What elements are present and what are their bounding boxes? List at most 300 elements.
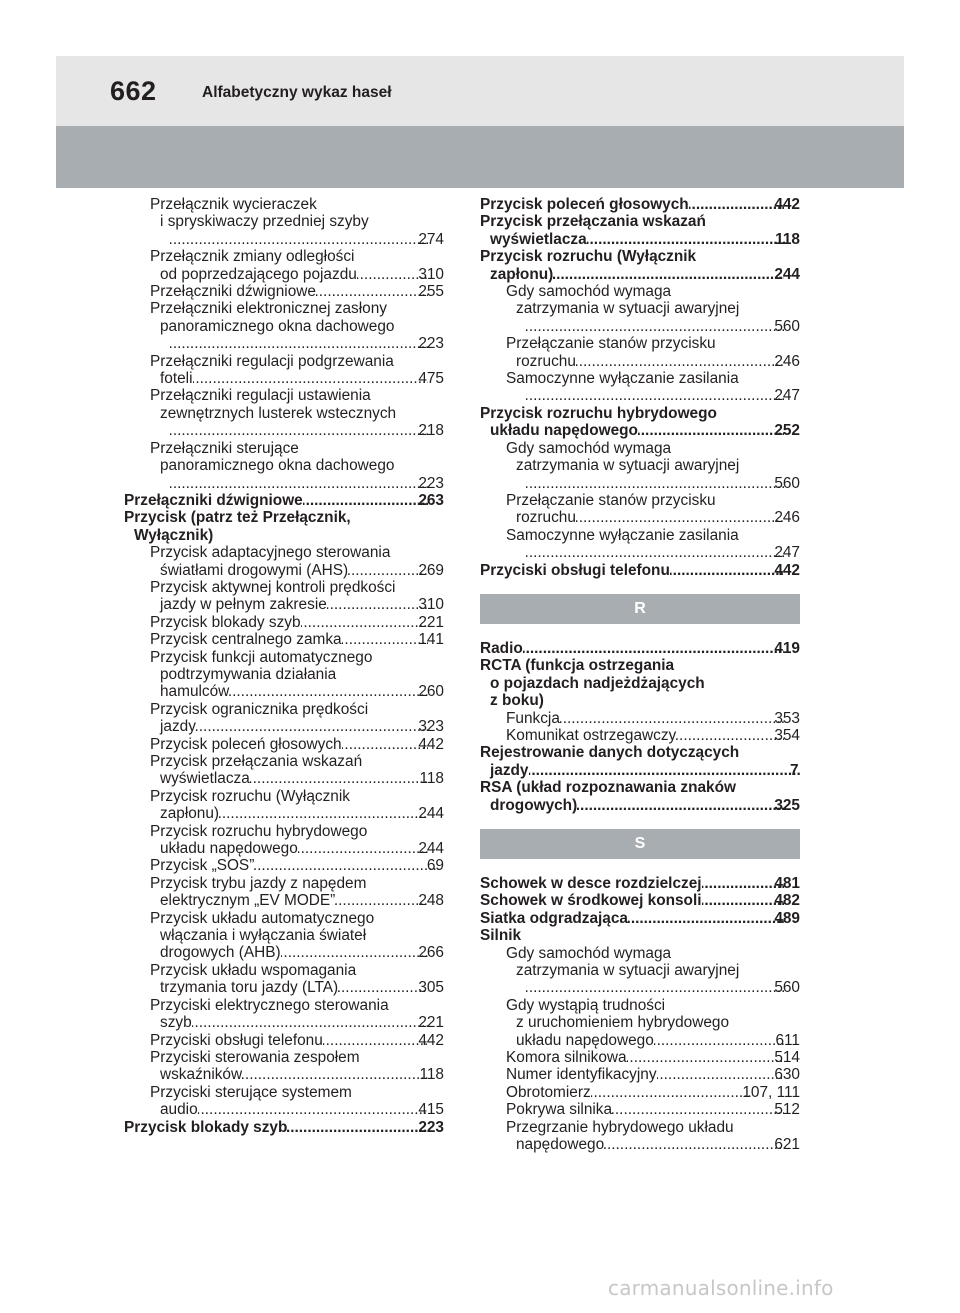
index-entry-text: rozruchu: [516, 509, 576, 527]
index-entry-text: zewnętrznych lusterek wstecznych: [160, 404, 397, 422]
index-entry-text: zatrzymania w sytuacji awaryjnej: [516, 300, 740, 318]
dot-leader: [338, 979, 428, 996]
dot-leader: [250, 770, 430, 787]
index-entry-text: jazdy: [490, 761, 529, 779]
section-letter-r: R: [480, 594, 800, 624]
page-reference-row: [160, 1014, 444, 1032]
index-entry-text: wskaźników: [160, 1066, 243, 1084]
page-reference-row: [170, 475, 444, 492]
dot-leader: [612, 1101, 784, 1118]
page-number-ref: 244: [418, 840, 444, 858]
dot-leader: [170, 231, 428, 248]
index-entry-text: Przyciski sterujące systemem: [150, 1083, 352, 1101]
page-number-ref: 244: [418, 805, 444, 823]
index-entry: [124, 300, 444, 352]
index-entry: [480, 405, 800, 440]
index-entry: [124, 962, 444, 997]
page-number-ref: 475: [418, 370, 444, 388]
page-reference-row: [506, 1101, 800, 1119]
page-reference-row: [526, 318, 800, 335]
index-entry-text: RSA (układ rozpoznawania znaków: [480, 779, 736, 797]
index-entry-text: Przełącznik zmiany odległości: [150, 248, 355, 266]
dot-leader: [170, 422, 428, 439]
page-number-ref: 118: [775, 230, 800, 248]
page-reference-row: [526, 544, 800, 561]
page-reference-row: [506, 726, 800, 744]
dot-leader: [576, 509, 784, 526]
index-entry: [480, 248, 800, 283]
index-entry: [480, 492, 800, 527]
index-entry-text: Samoczynne wyłączanie zasilania: [506, 370, 739, 388]
dot-leader: [526, 318, 784, 335]
index-entry-text: Przyciski sterowania zespołem: [150, 1048, 360, 1066]
index-entry: [480, 1119, 800, 1154]
page-reference-row: [150, 1031, 444, 1049]
page-number-ref: 223: [418, 474, 444, 492]
index-entry: [124, 509, 444, 544]
page-reference-row: [170, 231, 444, 248]
page-number-ref: 118: [419, 1066, 444, 1084]
index-entry: [480, 945, 800, 997]
page-reference-row: [490, 422, 800, 440]
index-entry-text: Przycisk adaptacyjnego sterowania: [150, 544, 391, 562]
page-number-ref: 415: [418, 1101, 444, 1119]
index-entry-text: Przyciski obsługi telefonu: [480, 561, 670, 579]
page-number-ref: 107, 111: [742, 1083, 800, 1101]
index-entry-text: Przycisk (patrz też Przełącznik,: [124, 509, 351, 527]
index-entry-text: panoramicznego okna dachowego: [160, 317, 395, 335]
index-entry-text: Przycisk poleceń głosowych: [480, 196, 689, 213]
page-number-ref: 247: [774, 544, 800, 562]
page-reference-row: [150, 283, 444, 301]
page-number-ref: 221: [418, 1014, 444, 1032]
dot-leader: [170, 475, 428, 492]
page-reference-row: [160, 370, 444, 388]
index-entry-text: Funkcja: [506, 709, 560, 727]
index-entry: [124, 631, 444, 648]
index-entry-text: Przełącznik wycieraczek: [150, 196, 317, 213]
index-entry: [480, 1066, 800, 1083]
index-entry-text: elektrycznym „EV MODE”: [160, 892, 336, 910]
page-reference-row: [160, 1066, 444, 1084]
page-number-ref: 141: [418, 631, 444, 649]
page-reference-row: [124, 491, 444, 509]
dot-leader: [254, 857, 437, 874]
index-entry-text: Przycisk układu automatycznego: [150, 909, 375, 927]
index-entry-text: rozruchu: [516, 352, 576, 370]
index-entry-text: Pokrywa silnika: [506, 1101, 613, 1119]
index-entry: [480, 997, 800, 1049]
index-group-r: [480, 640, 800, 814]
dot-leader: [638, 422, 784, 439]
index-entry: [480, 710, 800, 727]
index-entry: [480, 196, 800, 213]
page-reference-row: [480, 909, 800, 927]
page-number-ref: 310: [418, 265, 444, 283]
dot-leader: [604, 1136, 784, 1153]
index-entry: [480, 892, 800, 909]
index-entry-text: Przycisk przełączania wskazań: [150, 753, 363, 770]
page-reference-row: [150, 735, 444, 753]
page-reference-row: [160, 683, 444, 701]
index-entry: [480, 370, 800, 405]
page-reference-row: [150, 613, 444, 631]
dot-leader: [577, 797, 784, 814]
index-entry-text: podtrzymywania działania: [160, 665, 337, 683]
page-number-ref: 255: [418, 283, 444, 301]
index-entry-text: trzymania toru jazdy (LTA): [160, 979, 339, 997]
page-reference-row: [160, 718, 444, 736]
index-entry-text: Przełączniki elektronicznej zasłony: [150, 300, 387, 318]
index-entry-text: drogowych): [490, 796, 578, 814]
page-reference-row: [480, 196, 800, 213]
page-reference-row: [506, 709, 800, 727]
index-entry: [480, 1049, 800, 1066]
index-entry: [124, 1049, 444, 1084]
index-entry-text: Radio: [480, 639, 523, 657]
page-number-ref: 246: [774, 509, 800, 527]
dot-leader: [689, 196, 785, 213]
dot-leader: [654, 1032, 786, 1049]
page-reference-row: [170, 335, 444, 352]
index-entry-text: zapłonu): [490, 265, 554, 283]
page-number-ref: 489: [774, 909, 800, 927]
dot-leader: [657, 1066, 785, 1083]
page-reference-row: [160, 770, 444, 788]
index-entry-text: Przełączniki regulacji ustawienia: [150, 387, 371, 405]
page-number-ref: 560: [774, 317, 800, 335]
dot-leader: [560, 710, 784, 727]
page-number-ref: 323: [418, 718, 444, 736]
title-band: [56, 126, 904, 188]
page-number-ref: 223: [418, 335, 444, 353]
page-reference-row: [526, 475, 800, 492]
index-entry: [124, 753, 444, 788]
page-reference-row: [160, 596, 444, 614]
index-entry: [480, 875, 800, 892]
page-reference-row: [160, 979, 444, 997]
index-entry: [480, 927, 800, 944]
page-number-ref: 481: [774, 875, 800, 892]
page-number-ref: 269: [418, 561, 444, 579]
index-entry-text: jazdy: [160, 718, 196, 736]
index-entry: [124, 1032, 444, 1049]
dot-leader: [348, 562, 428, 579]
dot-leader: [198, 1101, 429, 1118]
index-entry-text: układu napędowego: [516, 1031, 654, 1049]
page-reference-row: [526, 979, 800, 996]
index-entry-text: foteli: [160, 370, 193, 388]
index-entry: [124, 387, 444, 439]
index-entry: [480, 283, 800, 335]
index-entry-text: Numer identyfikacyjny: [506, 1066, 657, 1084]
index-entry: [124, 875, 444, 910]
dot-leader: [627, 1049, 785, 1066]
index-entry: [480, 213, 800, 248]
index-entry-text: z uruchomieniem hybrydowego: [516, 1014, 730, 1032]
dot-leader: [526, 475, 784, 492]
section-letter-s: S: [480, 829, 800, 859]
page-number-ref: 512: [774, 1101, 800, 1119]
index-entry-text: Gdy samochód wymaga: [506, 283, 672, 301]
page-reference-row: [480, 875, 800, 892]
page-reference-row: [506, 1049, 800, 1067]
index-entry-text: Przycisk „SOS”: [150, 857, 255, 875]
index-entry-text: Wyłącznik): [134, 526, 214, 544]
page-number-ref: 244: [774, 265, 800, 283]
index-entry-text: Schowek w środkowej konsoli: [480, 892, 702, 910]
dot-leader: [242, 1066, 429, 1083]
page-reference-row: [150, 857, 444, 875]
index-entry-text: Przycisk trybu jazdy z napędem: [150, 874, 367, 892]
index-entry-text: Obrotomierz: [506, 1083, 591, 1101]
index-entry-text: Rejestrowanie danych dotyczących: [480, 744, 740, 762]
page-number-ref: 325: [774, 796, 800, 814]
dot-leader: [281, 944, 429, 961]
page-number-ref: 442: [774, 196, 800, 213]
page-reference-row: [490, 265, 800, 283]
dot-leader: [526, 979, 784, 996]
page-reference-row: [516, 509, 800, 527]
dot-leader: [219, 805, 428, 822]
index-group-p-continued: [480, 196, 800, 579]
index-entry-text: Przełączniki dźwigniowe: [150, 283, 316, 301]
index-entry: [480, 1101, 800, 1118]
page-title: Alfabetyczny wykaz haseł: [202, 84, 392, 101]
right-index-column: [480, 196, 800, 1154]
index-entry: [124, 649, 444, 701]
index-entry-text: włączania i wyłączania świateł: [160, 927, 367, 945]
page-reference-row: [170, 422, 444, 439]
watermark: carmanualsonline.info: [608, 1276, 834, 1300]
page-number-ref: 69: [426, 857, 444, 875]
page-number-ref: 419: [774, 639, 800, 657]
index-entry-text: Przełączanie stanów przycisku: [506, 491, 716, 509]
index-entry: [124, 196, 444, 248]
page-number-ref: 354: [774, 726, 800, 744]
index-entry-text: Przegrzanie hybrydowego układu: [506, 1118, 734, 1136]
index-entry: [480, 779, 800, 814]
page-number-ref: 221: [418, 613, 444, 631]
page-reference-row: [160, 1101, 444, 1119]
dot-leader: [702, 875, 785, 892]
index-entry: [124, 857, 444, 874]
page-number-ref: 482: [774, 892, 800, 910]
index-entry: [124, 492, 444, 509]
index-entry-text: od poprzedzającego pojazdu: [160, 265, 357, 283]
page-reference-row: [526, 387, 800, 404]
index-entry-text: Przyciski obsługi telefonu: [150, 1031, 323, 1049]
index-entry-text: Przycisk aktywnej kontroli prędkości: [150, 578, 396, 596]
dot-leader: [628, 910, 784, 927]
index-entry-text: Przycisk rozruchu (Wyłącznik: [150, 787, 350, 805]
page-reference-row: [516, 1136, 800, 1154]
index-entry-text: hamulców: [160, 683, 230, 701]
dot-leader: [553, 266, 784, 283]
dot-leader: [676, 727, 784, 744]
page-number-ref: 560: [774, 474, 800, 492]
page-number-ref: 560: [774, 979, 800, 997]
index-entry: [124, 283, 444, 300]
index-entry-text: audio: [160, 1101, 198, 1119]
index-entry-text: Gdy wystąpią trudności: [506, 996, 666, 1014]
index-entry-text: Siatka odgradzająca: [480, 909, 628, 927]
index-entry-text: Przycisk układu wspomagania: [150, 961, 357, 979]
dot-leader: [316, 283, 428, 300]
dot-leader: [529, 762, 801, 779]
page-reference-row: [160, 944, 444, 962]
page-reference-row: [480, 561, 800, 579]
index-entry-text: o pojazdach nadjeżdżających: [490, 674, 705, 692]
index-entry: [480, 527, 800, 562]
index-entry-text: Przycisk rozruchu hybrydowego: [150, 822, 368, 840]
dot-leader: [587, 231, 785, 248]
index-entry: [124, 544, 444, 579]
dot-leader: [342, 631, 429, 648]
page-number-ref: 260: [418, 683, 444, 701]
page-reference-row: [160, 561, 444, 579]
index-entry: [124, 1084, 444, 1119]
page-number-ref: 621: [774, 1136, 800, 1154]
dot-leader: [301, 614, 429, 631]
page-reference-row: [506, 1083, 800, 1101]
page-reference-row: [506, 1066, 800, 1084]
index-entry-text: Samoczynne wyłączanie zasilania: [506, 526, 739, 544]
dot-leader: [323, 1032, 429, 1049]
header-band: [56, 56, 904, 126]
page-number-ref: 442: [418, 1031, 444, 1049]
index-entry-text: Przełączniki dźwigniowe: [124, 491, 303, 509]
index-entry-text: Komunikat ostrzegawczy: [506, 726, 677, 744]
index-entry: [480, 744, 800, 779]
page-reference-row: [480, 892, 800, 910]
page-number-ref: 252: [774, 422, 800, 440]
index-entry-text: Komora silnikowa: [506, 1049, 627, 1067]
index-entry-text: Przyciski elektrycznego sterowania: [150, 996, 389, 1014]
dot-leader: [170, 335, 428, 352]
index-entry: [124, 736, 444, 753]
page-number-ref: 353: [774, 709, 800, 727]
index-entry: [124, 353, 444, 388]
dot-leader: [702, 892, 785, 909]
dot-leader: [303, 492, 429, 509]
index-entry-text: zatrzymania w sytuacji awaryjnej: [516, 457, 740, 475]
page-number-ref: 266: [418, 944, 444, 962]
page-number-ref: 248: [418, 892, 444, 910]
dot-leader: [193, 370, 429, 387]
page-reference-row: [150, 631, 444, 649]
index-entry-text: układu napędowego: [490, 422, 638, 440]
index-entry: [124, 579, 444, 614]
index-entry-text: szyb: [160, 1014, 192, 1032]
dot-leader: [526, 544, 784, 561]
index-entry-text: zapłonu): [160, 805, 220, 823]
index-entry-text: panoramicznego okna dachowego: [160, 457, 395, 475]
dot-leader: [196, 718, 428, 735]
index-entry-text: Przycisk centralnego zamka: [150, 631, 342, 649]
index-entry: [124, 910, 444, 962]
page-number-ref: 442: [418, 735, 444, 753]
page-number-ref: 263: [418, 491, 444, 509]
index-entry: [480, 1084, 800, 1101]
index-entry-text: RCTA (funkcja ostrzegania: [480, 657, 675, 675]
index-entry-text: Przycisk rozruchu hybrydowego: [480, 404, 717, 422]
page-number-ref: 630: [774, 1066, 800, 1084]
index-entry: [480, 657, 800, 709]
dot-leader: [523, 640, 785, 657]
index-entry-text: drogowych (AHB): [160, 944, 281, 962]
page-reference-row: [160, 840, 444, 858]
index-entry: [480, 335, 800, 370]
index-entry: [480, 727, 800, 744]
index-entry: [124, 614, 444, 631]
dot-leader: [576, 353, 784, 370]
page-reference-row: [160, 265, 444, 283]
dot-leader: [298, 840, 429, 857]
page-number-ref: 218: [418, 422, 444, 440]
page-number: 662: [110, 76, 157, 106]
index-entry-text: układu napędowego: [160, 840, 298, 858]
index-entry-text: Przycisk rozruchu (Wyłącznik: [480, 248, 697, 266]
dot-leader: [670, 562, 784, 579]
index-entry: [124, 997, 444, 1032]
page-reference-row: [480, 639, 800, 657]
index-entry: [124, 788, 444, 823]
index-entry-text: wyświetlacza: [160, 770, 250, 788]
left-index-column: [124, 196, 444, 1136]
index-entry-text: Gdy samochód wymaga: [506, 439, 672, 457]
index-entry-text: wyświetlacza: [490, 230, 587, 248]
index-entry-text: Przełączanie stanów przycisku: [506, 335, 716, 353]
index-entry: [480, 562, 800, 579]
index-entry-text: Schowek w desce rozdzielczej: [480, 875, 702, 892]
index-entry-text: i spryskiwaczy przedniej szyby: [160, 213, 369, 231]
page-number-ref: 118: [419, 770, 444, 788]
index-entry-text: światłami drogowymi (AHS): [160, 561, 349, 579]
index-entry-text: Przycisk przełączania wskazań: [480, 213, 706, 231]
index-entry-text: z boku): [490, 692, 544, 710]
index-entry: [124, 1119, 444, 1136]
index-entry-text: Przycisk ogranicznika prędkości: [150, 700, 369, 718]
dot-leader: [342, 736, 429, 753]
dot-leader: [526, 387, 784, 404]
index-entry-text: jazdy w pełnym zakresie: [160, 596, 327, 614]
page-number-ref: 274: [418, 230, 444, 248]
index-entry: [480, 440, 800, 492]
index-entry: [480, 640, 800, 657]
index-entry: [124, 248, 444, 283]
dot-leader: [591, 1084, 753, 1101]
page-reference-row: [516, 1031, 800, 1049]
page-reference-row: [160, 805, 444, 823]
dot-leader: [192, 1014, 429, 1031]
page-reference-row: [516, 352, 800, 370]
page-number-ref: 442: [774, 561, 800, 579]
dot-leader: [229, 683, 428, 700]
page-reference-row: [490, 230, 800, 248]
page-reference-row: [160, 892, 444, 910]
page-reference-row: jazdy ..... 7: [500, 762, 800, 779]
index-entry-text: Gdy samochód wymaga: [506, 944, 672, 962]
dot-leader: [287, 1119, 428, 1136]
page-number-ref: 514: [774, 1049, 800, 1067]
dot-leader: [335, 892, 428, 909]
index-entry-text: Silnik: [480, 927, 522, 945]
index-entry-text: zatrzymania w sytuacji awaryjnej: [516, 962, 740, 980]
index-entry-text: Przełączniki sterujące: [150, 439, 299, 457]
index-entry-text: napędowego: [516, 1136, 605, 1154]
index-entry: [124, 440, 444, 492]
